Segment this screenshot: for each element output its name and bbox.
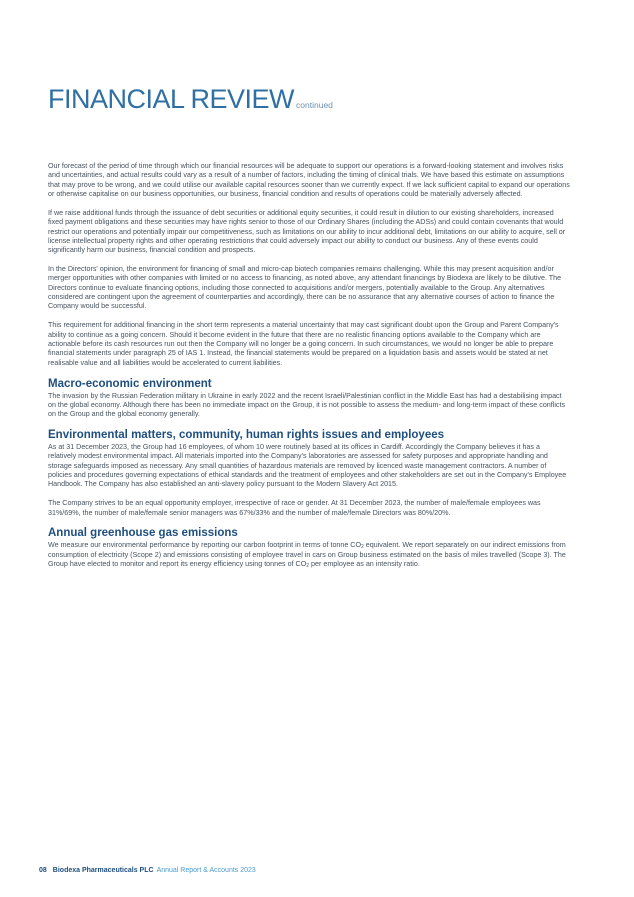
continued-label: continued (296, 100, 333, 110)
paragraph-additional-funds: If we raise additional funds through the issuance of debt securities or additional equity securities, it could result in dilution to our existing shareholders, increased fixed payment obligations and these securities may have rights senior to those of our Ordinary Shares (including the ADSs) and could contain covenants that would restrict our operations and potentially impair our competitiveness, such as limitations on our ability to incur additional debt, limitations on our ability to acquire, sell or license intellectual property rights and other operating restrictions that could adversely impact our ability to conduct our business. Any of these events could significantly harm our business, financial condition and prospects. (48, 208, 566, 255)
footer-company: Biodexa Pharmaceuticals PLC (52, 867, 154, 874)
paragraph-directors-opinion: In the Directors' opinion, the environment for financing of small and micro-cap biotech companies remains challenging. While this may present acquisition and/or merger opportunities with other companies with limited or no access to financing, as noted above, any attendant financings by Biodexa are likely to be dilutive. The Directors continue to evaluate financing options, including those connected to acquisitions and/or mergers, potentially available to the Group. Any alternatives considered are contingent upon the agreement of counterparties and accordingly, there can be no assurance that any alternative courses of action to finance the Company would be successful. (48, 265, 562, 311)
heading-greenhouse-gas: Annual greenhouse gas emissions (48, 527, 238, 540)
page-footer (39, 867, 256, 874)
heading-environmental-matters: Environmental matters, community, human rights issues and employees (48, 429, 445, 442)
paragraph-employees-environment: As at 31 December 2023, the Group had 16 employees, of whom 10 were routinely based at its offices in Cardiff. Accordingly the Company believes it has a relatively modest environmental impact. All materials imported into the Company's laboratories are assessed for safety purposes and appropriate handling and storage safeguards imposed as necessary. Any small quantities of hazardous materials are removed by licenced waste management contractors. A number of policies and procedures governing expectations of ethical standards and the treatment of employees and other stakeholders are set out in the Company's Employee Handbook. The Company has also established an anti-slavery policy pursuant to the Modern Slavery Act 2015. (48, 443, 567, 489)
co2-subscript: 2 (306, 563, 310, 570)
ghg-text-part-1: We measure our environmental performance by reporting our carbon footprint in terms of tonne CO (48, 541, 362, 550)
footer-report-title: Annual Report & Accounts 2023 (156, 867, 256, 874)
ghg-text-part-2: equivalent. We report separately on our indirect emissions from consumption of electricity (Scope 2) and emissions consisting of employee travel in cars on Group business estimated on the basis of miles travelled (Scope 3). The Group have elected to monitor and report its energy efficiency using tonnes of CO (48, 541, 566, 569)
body-content (48, 162, 570, 579)
ghg-text-part-3: per employee as an intensity ratio. (309, 560, 420, 569)
paragraph-equal-opportunity: The Company strives to be an equal opportunity employer, irrespective of race or gender. At 31 December 2023, the number of male/female employees was 31%/69%, the number of male/female senior managers was 67%/33% and the number of male/female Directors was 80%/20%. (48, 499, 541, 517)
paragraph-greenhouse-gas (48, 541, 570, 569)
page-number: 08 (39, 867, 47, 874)
paragraph-funding-forecast: Our forecast of the period of time through which our financial resources will be adequate to support our operations is a forward-looking statement and involves risks and uncertainties, and actual results could vary as a result of a number of factors, including the timing of clinical trials. We have based this estimate on assumptions that may prove to be wrong, and we could utilise our available capital resources sooner than we currently expect. If we lack sufficient capital to expand our operations or otherwise capitalise on our business opportunities, our business, financial condition and results of operations could be materially adversely affected. (48, 162, 570, 199)
paragraph-going-concern: This requirement for additional financing in the short term represents a material uncertainty that may cast significant doubt upon the Group and Parent Company's ability to continue as a going concern. Should it become evident in the future that there are no realistic financing options available to the Company which are actionable before its cash resources run out then the Company will no longer be a going concern. In such circumstances, we would no longer be able to prepare financial statements under paragraph 25 of IAS 1. Instead, the financial statements would be prepared on a liquidation basis and assets would be stated at net realisable value and all liabilities would be accelerated to current liabilities. (48, 321, 559, 367)
page-title-text: FINANCIAL REVIEW (48, 84, 295, 114)
heading-macro-economic: Macro-economic environment (48, 377, 212, 390)
paragraph-macro-economic: The invasion by the Russian Federation military in Ukraine in early 2022 and the recent Israeli/Palestinian conflict in the Middle East has had a destabilising impact on the global economy. Although there has been no immediate impact on the Group, it is not possible to assess the medium- and long-term impact of these conflicts on the Group and the global economy generally. (48, 391, 566, 419)
page-title (48, 84, 333, 115)
co2-subscript: 2 (361, 544, 364, 551)
